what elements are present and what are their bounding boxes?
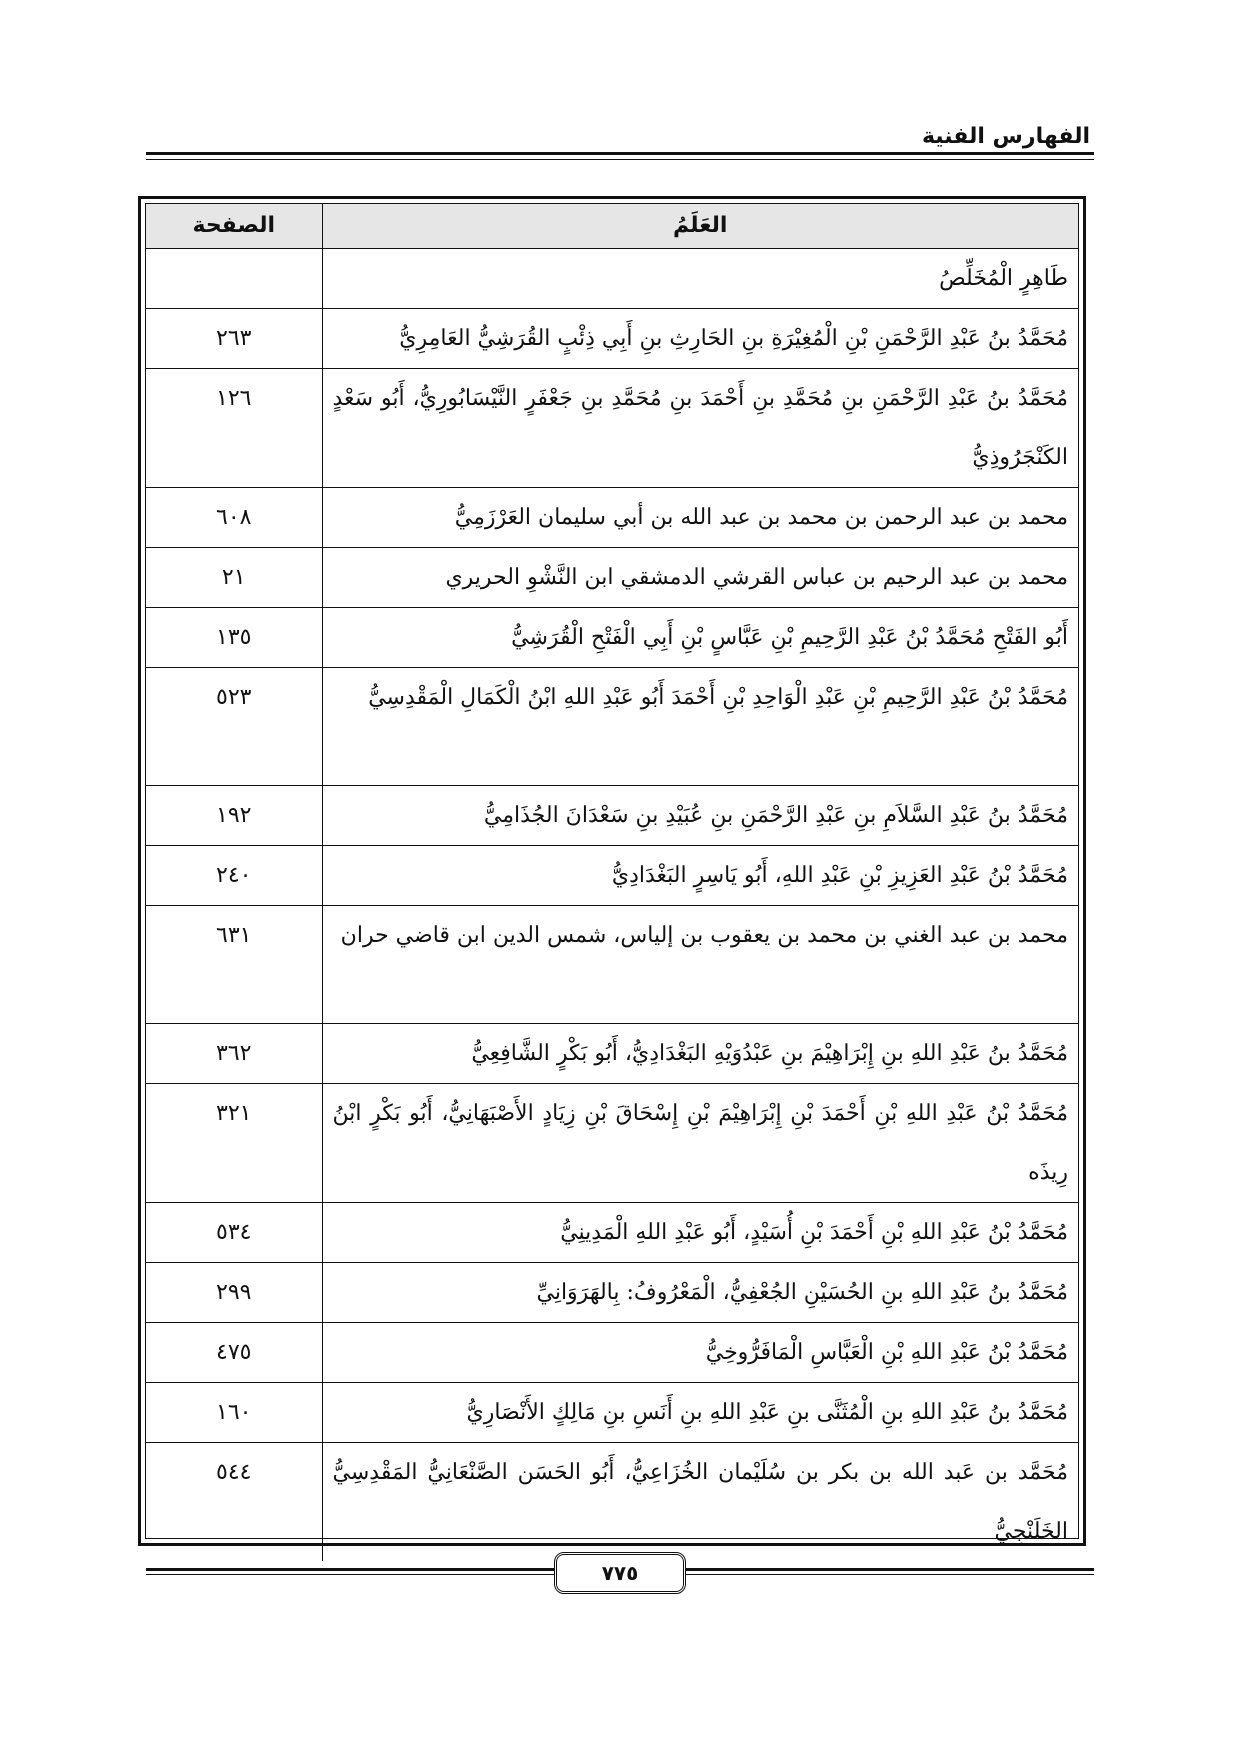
table-row [146,1262,1078,1322]
page-cell [146,248,322,308]
name-cell: مُحَمَّدُ بنُ عَبْدِ السَّلاَمِ بنِ عَبْدِ الرَّحْمَنِ بنِ عُبَيْدِ بنِ سَعْدَانَ الجُذَامِيُّ [322,785,1078,845]
name-cell: محمد بن عبد الرحيم بن عباس القرشي الدمشقي ابن النَّشْوِ الحريري [322,547,1078,607]
page-cell: ٢٤٠ [146,845,322,905]
name-cell: مُحَمَّدُ بنُ عَبْدِ اللهِ بنِ الْمُثَنَّى بنِ عَبْدِ اللهِ بنِ أَنَسِ بنِ مَالِكٍ الأَنْصَارِيُّ [322,1382,1078,1442]
footer-rule-left [146,1568,554,1578]
page-cell: ٦٣١ [146,905,322,1023]
name-cell: مُحَمَّدُ بْنُ عَبْدِ اللهِ بْنِ أَحْمَدَ بْنِ إِبْرَاهِيْمَ بْنِ إِسْحَاقَ بْنِ زِيَادٍ الأَصْبَهَانِيُّ، أَبُو بَكْرٍ ابْنُ رِيذَه [322,1083,1078,1202]
name-cell: مُحَمَّدُ بْنُ عَبْدِ اللهِ بْنِ أَحْمَدَ بْنِ أُسَيْدٍ، أَبُو عَبْدِ اللهِ الْمَدِينِيُّ [322,1202,1078,1262]
table-row [146,308,1078,368]
page-cell: ١٣٥ [146,607,322,667]
page-cell: ٢١ [146,547,322,607]
table-row [146,1442,1078,1561]
page-cell: ٣٦٢ [146,1023,322,1083]
page-cell: ٢٩٩ [146,1262,322,1322]
name-cell: مُحَمَّدُ بنُ عَبْدِ الرَّحْمَنِ بْنِ الْمُغِيْرَةِ بنِ الحَارِثِ بنِ أَبِي ذِئْبٍ القُرَشِيُّ العَامِرِيُّ [322,308,1078,368]
page-cell: ٤٧٥ [146,1322,322,1382]
table-row [146,785,1078,845]
name-cell: محمد بن عبد الرحمن بن محمد بن عبد الله بن أبي سليمان العَرْزَمِيُّ [322,487,1078,547]
name-cell: مُحَمَّدُ بْنُ عَبْدِ اللهِ بْنِ الْعَبَّاسِ الْمَافَرُّوخِيُّ [322,1322,1078,1382]
table-row [146,248,1078,308]
header-rule-thin [146,159,1094,160]
page-cell: ١٦٠ [146,1382,322,1442]
table-header-row [146,204,1078,248]
table-row [146,1322,1078,1382]
name-cell: مُحَمَّد بن عَبد الله بن بكر بن سُلَيْمان الخُزَاعِيُّ، أَبُو الحَسَن الصَّنْعَانِيُّ المَقْدِسِيُّ الخَلَنْجِيُّ [322,1442,1078,1561]
table-row [146,845,1078,905]
name-cell: طَاهِرٍ الْمُخَلِّصُ [322,248,1078,308]
table-row [146,667,1078,785]
page-cell: ٥٢٣ [146,667,322,785]
page-cell: ١٢٦ [146,368,322,487]
footer-rule-right [686,1568,1094,1578]
page-cell: ١٩٢ [146,785,322,845]
header-rule-thick [146,152,1094,155]
name-cell: مُحَمَّدُ بْنُ عَبْدِ الرَّحِيمِ بْنِ عَبْدِ الْوَاحِدِ بْنِ أَحْمَدَ أَبُو عَبْدِ اللهِ ابْنُ الْكَمَالِ الْمَقْدِسِيُّ [322,667,1078,785]
index-table-inner-border [145,203,1079,1544]
name-cell: مُحَمَّدُ بْنُ عَبْدِ العَزِيزِ بْنِ عَبْدِ اللهِ، أَبُو يَاسِرٍ البَغْدَادِيُّ [322,845,1078,905]
page-cell: ٦٠٨ [146,487,322,547]
table-row [146,487,1078,547]
table-row [146,607,1078,667]
table-row [146,1023,1078,1083]
column-header-page: الصفحة [146,204,322,248]
page-number-badge [554,1552,686,1594]
page-cell: ٣٢١ [146,1083,322,1202]
table-row [146,1382,1078,1442]
name-cell: مُحَمَّدُ بنُ عَبْدِ اللهِ بنِ إِبْرَاهِيْمَ بنِ عَبْدُوَيْهِ البَغْدَادِيُّ، أَبُو بَكْرٍ الشَّافِعِيُّ [322,1023,1078,1083]
table-row [146,368,1078,487]
name-cell: مُحَمَّدُ بنُ عَبْدِ اللهِ بنِ الحُسَيْنِ الجُعْفِيُّ، الْمَعْرُوفُ: بِالهَرَوَانِيِّ [322,1262,1078,1322]
table-row [146,547,1078,607]
table-row [146,1083,1078,1202]
name-cell: محمد بن عبد الغني بن محمد بن يعقوب بن إلياس، شمس الدين ابن قاضي حران [322,905,1078,1023]
page-cell: ٢٦٣ [146,308,322,368]
page-cell: ٥٤٤ [146,1442,322,1561]
page-cell: ٥٣٤ [146,1202,322,1262]
name-cell: مُحَمَّدُ بنُ عَبْدِ الرَّحْمَنِ بنِ مُحَمَّدِ بنِ أَحْمَدَ بنِ مُحَمَّدِ بنِ جَعْفَرٍ النَّيْسَابُورِيُّ، أَبُو سَعْدٍ الكَنْجَرُوذِيُّ [322,368,1078,487]
table-row [146,1202,1078,1262]
name-cell: أَبُو الفَتْحِ مُحَمَّدُ بْنُ عَبْدِ الرَّحِيمِ بْنِ عَبَّاسٍ بْنِ أَبِي الْفَتْحِ الْقُرَشِيُّ [322,607,1078,667]
names-index-table [146,204,1078,1561]
table-row [146,905,1078,1023]
column-header-name: العَلَمُ [322,204,1078,248]
page-number: ٧٧٥ [601,1561,639,1585]
running-header-title: الفهارس الفنية [921,124,1090,149]
index-table-frame [138,196,1086,1546]
